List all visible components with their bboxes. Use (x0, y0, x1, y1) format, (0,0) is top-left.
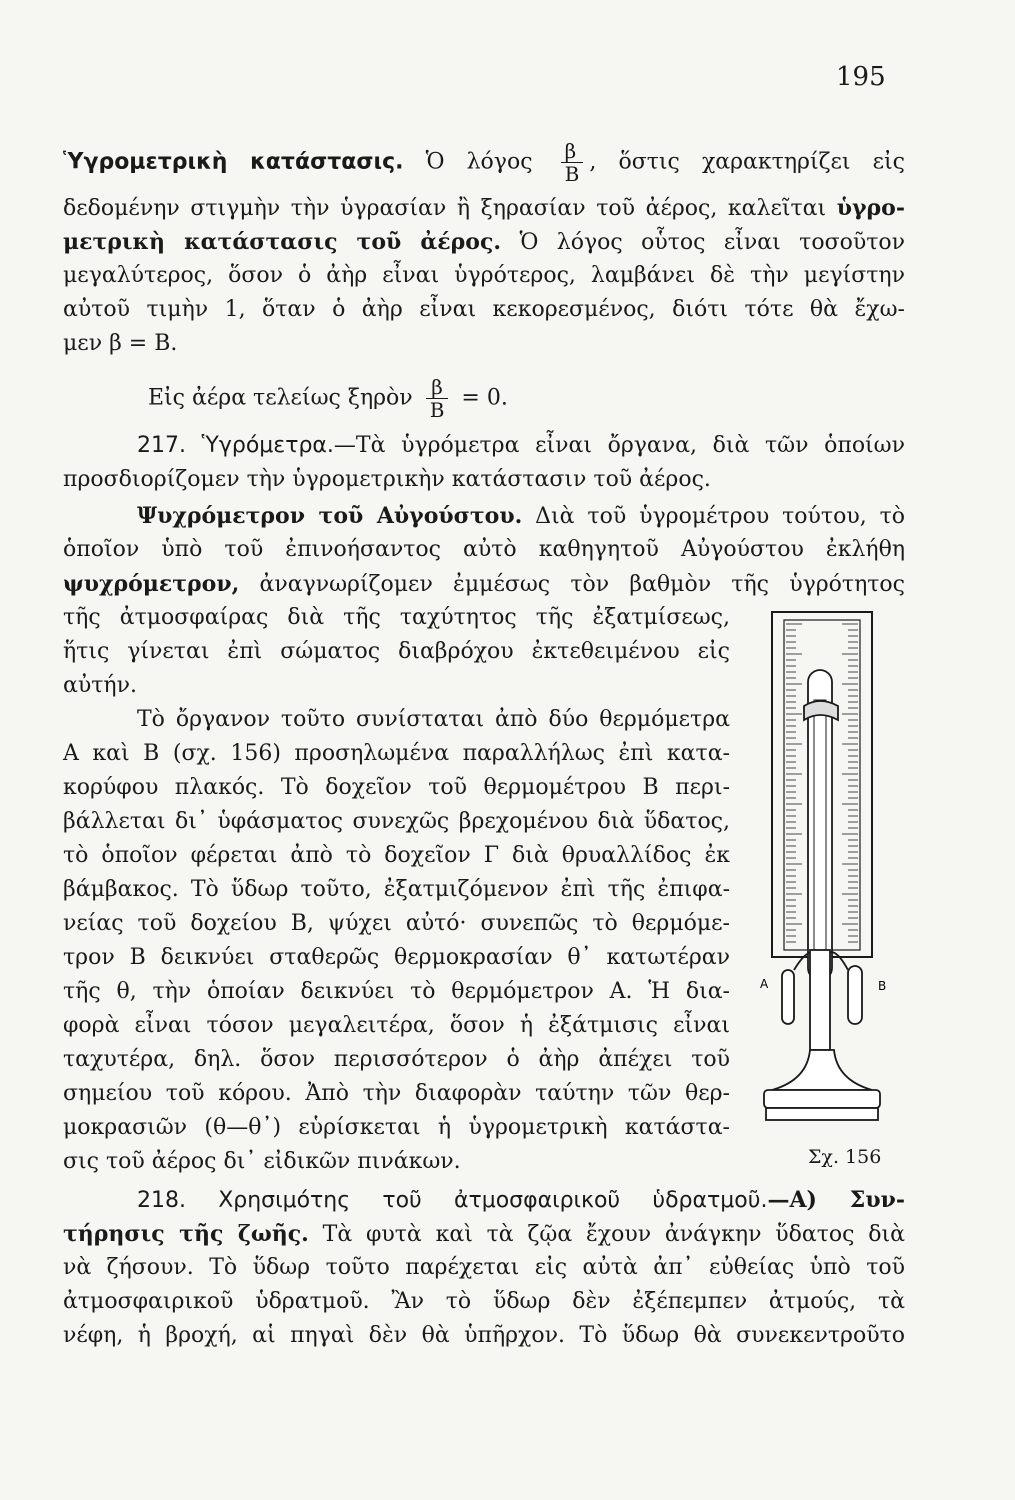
thermometer-bulb-a (782, 970, 794, 1024)
section-number: 217. (137, 433, 186, 458)
line-p2-7: τρον Β δεικνύει σταθερῶς θερμοκρασίαν θ᾽ κατωτέραν (63, 945, 730, 970)
hygro-rest: , ὅστις χαρακτηρίζει εἰς (589, 149, 905, 175)
label-b: Β (878, 979, 887, 993)
stand-base (772, 1050, 872, 1090)
bold-term: —Α) Συν- (767, 1187, 906, 1213)
line-p2-last: σις τοῦ ἀέρος δι᾽ εἰδικῶν πινάκων. (63, 1149, 461, 1174)
line-hygro-1 (63, 140, 905, 185)
line-218-2 (63, 1220, 905, 1249)
line-p2-11: σημείου τοῦ κόρου. Ἀπὸ τὴν διαφορὰν ταύτην τῶν θερ- (63, 1081, 730, 1106)
mercury-column (814, 700, 826, 950)
line-p2-2: κορύφου πλακός. Τὸ δοχεῖον τοῦ θερμομέτρου Β περι- (63, 775, 730, 800)
bold-term: ὑγρο- (836, 195, 905, 221)
hygro-heading: Ὑγρομετρικὴ κατάστασις. (63, 149, 404, 175)
fraction-denominator: Β (564, 162, 580, 186)
text-span: ἀναγνωρίζομεν ἐμμέσως τὸν βαθμὸν τῆς ὑγρότητος (259, 572, 905, 597)
text-span: Διὰ τοῦ ὑγρομέτρου τούτου, τὸ (535, 504, 906, 529)
text-span: δεδομένην στιγμὴν τὴν ὑγρασίαν ἢ ξηρασίαν τοῦ ἀέρος, καλεῖται (63, 196, 827, 221)
line-p2-12: μοκρασιῶν (θ—θ᾽) εὑρίσκεται ἡ ὑγρομετρικὴ κατάστα- (63, 1115, 730, 1140)
line-psy-6: αὐτήν. (63, 673, 137, 698)
fraction-denominator: Β (429, 398, 445, 422)
fraction-numerator: β (561, 140, 584, 163)
line-psy-4: τῆς ἀτμοσφαίρας διὰ τῆς ταχύτητος τῆς ἐξατμίσεως, (63, 605, 730, 630)
bold-term: μετρικὴ κατάστασις τοῦ ἀέρος. (63, 229, 502, 255)
line-p2-6: νείας τοῦ δοχείου Β, ψύχει αὐτό· συνεπῶς τὸ θερμόμε- (63, 911, 730, 936)
line-psy-2: ὁποῖον ὑπὸ τοῦ ἐπινοήσαντος αὐτὸ καθηγητοῦ Αὐγούστου ἐκλήθη (63, 537, 905, 562)
line-hygro-3 (63, 228, 905, 257)
base-plate (766, 1108, 878, 1120)
line-dry-air (148, 376, 905, 421)
line-psy-3 (63, 570, 905, 599)
line-p2-10: ταχυτέρα, δηλ. ὅσον περισσότερον ὁ ἀὴρ ἀπέχει τοῦ (63, 1047, 730, 1072)
section-218-heading (137, 1186, 905, 1215)
stand-stem (810, 950, 830, 1050)
hygro-lead: Ὁ λόγος (425, 149, 533, 175)
ratio-fraction (561, 140, 584, 185)
psychrometer-figure (752, 610, 894, 1155)
text-span: —Τὰ ὑγρόμετρα εἶναι ὄργανα, διὰ τῶν ὁποίων (333, 433, 905, 458)
base-ring (764, 1090, 880, 1108)
thermometer-bulb-b (848, 966, 862, 1024)
text-span: = 0. (461, 385, 508, 411)
line-218-3: νὰ ζήσουν. Τὸ ὕδωρ τοῦτο παρέχεται εἰς αὐτὰ ἀπ᾽ εὐθείας ὑπὸ τοῦ (63, 1255, 905, 1280)
section-217-heading (137, 432, 905, 460)
line-hygro-4: μεγαλύτερος, ὅσον ὁ ἀὴρ εἶναι ὑγρότερος, λαμβάνει δὲ τὴν μεγίστην (63, 263, 905, 288)
section-title: Χρησιμότης τοῦ ἀτμοσφαιρικοῦ ὑδρατμοῦ. (218, 1188, 768, 1213)
line-p2-9: φορὰ εἶναι τόσον μεγαλειτέρα, ὅσον ἡ ἐξάτμισις εἶναι (63, 1013, 730, 1038)
line-hygro-6: μεν β = Β. (63, 331, 178, 356)
line-217-2: προσδιορίζομεν τὴν ὑγρομετρικὴν κατάστασιν τοῦ ἀέρος. (63, 467, 711, 492)
section-title: Ὑγρόμετρα. (201, 433, 334, 458)
line-psy-5: ἥτις γίνεται ἐπὶ σώματος διαβρόχου ἐκτεθειμένου εἰς (63, 639, 730, 664)
text-span: Εἰς ἀέρα τελείως ξηρὸν (148, 385, 413, 411)
page-number: 195 (836, 62, 886, 92)
psychrometer-title: Ψυχρόμετρον τοῦ Αὐγούστου. (137, 503, 523, 529)
line-218-4: ἀτμοσφαιρικοῦ ὑδρατμοῦ. Ἂν τὸ ὕδωρ δὲν ἐξέπεμπεν ἀτμούς, τὰ (63, 1289, 905, 1314)
figure-caption: Σχ. 156 (808, 1146, 882, 1168)
line-p2-0: Τὸ ὄργανον τοῦτο συνίσταται ἀπὸ δύο θερμόμετρα (137, 707, 730, 732)
fraction-numerator: β (426, 376, 449, 399)
text-span: Ὁ λόγος οὗτος εἶναι τοσοῦτον (519, 230, 905, 255)
label-a: Α (760, 977, 769, 991)
dry-air-fraction (426, 376, 449, 421)
line-p2-8: τῆς θ, τὴν ὁποίαν δεικνύει τὸ θερμόμετρον Α. Ἡ δια- (63, 979, 730, 1004)
line-p2-1: Α καὶ Β (σχ. 156) προσηλωμένα παραλλήλως ἐπὶ κατα- (63, 741, 730, 766)
line-hygro-2 (63, 194, 905, 223)
line-hygro-5: αὐτοῦ τιμὴν 1, ὅταν ὁ ἀὴρ εἶναι κεκορεσμένος, διότι τότε θὰ ἔχω- (63, 297, 905, 322)
line-218-5: νέφη, ἡ βροχή, αἱ πηγαὶ δὲν θὰ ὑπῆρχον. Τὸ ὕδωρ θὰ συνεκεντροῦτο (63, 1323, 905, 1348)
line-p2-4: τὸ ὁποῖον φέρεται ἀπὸ τὸ δοχεῖον Γ διὰ θρυαλλίδος ἐκ (63, 843, 730, 868)
bold-term: τήρησις τῆς ζωῆς. (63, 1221, 309, 1247)
psychrometer-heading-line (137, 502, 905, 531)
bold-term: ψυχρόμετρον, (63, 571, 240, 597)
line-p2-5: βάμβακος. Τὸ ὕδωρ τοῦτο, ἐξατμιζόμενον ἐπὶ τῆς ἐπιφα- (63, 877, 730, 902)
line-p2-3: βάλλεται δι᾽ ὑφάσματος συνεχῶς βρεχομένου διὰ ὕδατος, (63, 809, 730, 834)
text-span: Τὰ φυτὰ καὶ τὰ ζῷα ἔχουν ἀνάγκην ὕδατος διὰ (322, 1222, 905, 1247)
section-number: 218. (137, 1188, 186, 1213)
